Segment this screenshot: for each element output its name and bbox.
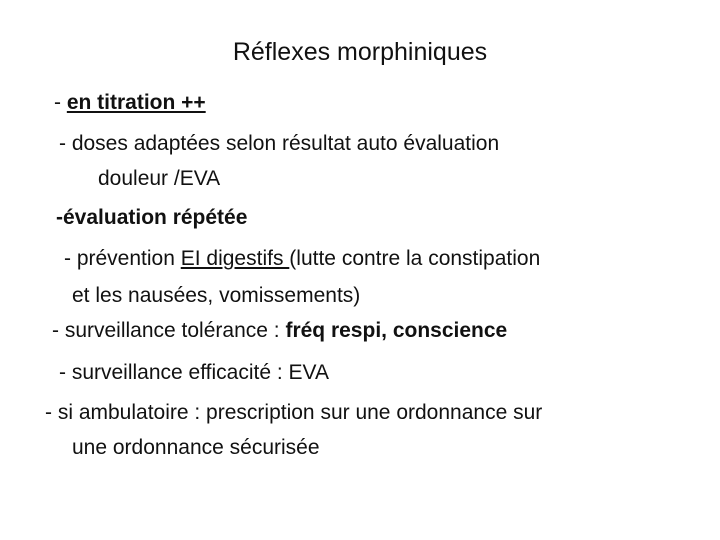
bullet-efficacite: - surveillance efficacité : EVA — [59, 361, 330, 384]
bullet-tolerance — [52, 318, 507, 344]
bullet-titration — [54, 90, 206, 116]
bullet-tolerance-prefix: - surveillance tolérance : — [52, 319, 286, 342]
bullet-doses-line2: douleur /EVA — [98, 167, 221, 190]
bullet-prevention-prefix: - prévention — [64, 247, 181, 270]
bullet-prevention-underlined: EI digestifs — [180, 247, 290, 270]
bullet-ambulatoire-line2: une ordonnance sécurisée — [72, 436, 320, 459]
bullet-prevention-suffix: (lutte contre la constipation — [289, 247, 541, 270]
slide-title: Réflexes morphiniques — [232, 38, 488, 66]
bullet-titration-text: en titration ++ — [66, 91, 206, 114]
bullet-dash: - — [54, 91, 67, 114]
bullet-evaluation: -évaluation répétée — [56, 206, 248, 229]
bullet-prevention-line2: et les nausées, vomissements) — [72, 284, 361, 307]
bullet-tolerance-bold: fréq respi, conscience — [285, 319, 508, 342]
bullet-doses-line1: - doses adaptées selon résultat auto évaluation — [59, 132, 500, 155]
bullet-ambulatoire-line1: - si ambulatoire : prescription sur une ordonnance sur — [45, 401, 543, 424]
bullet-prevention — [64, 246, 540, 272]
